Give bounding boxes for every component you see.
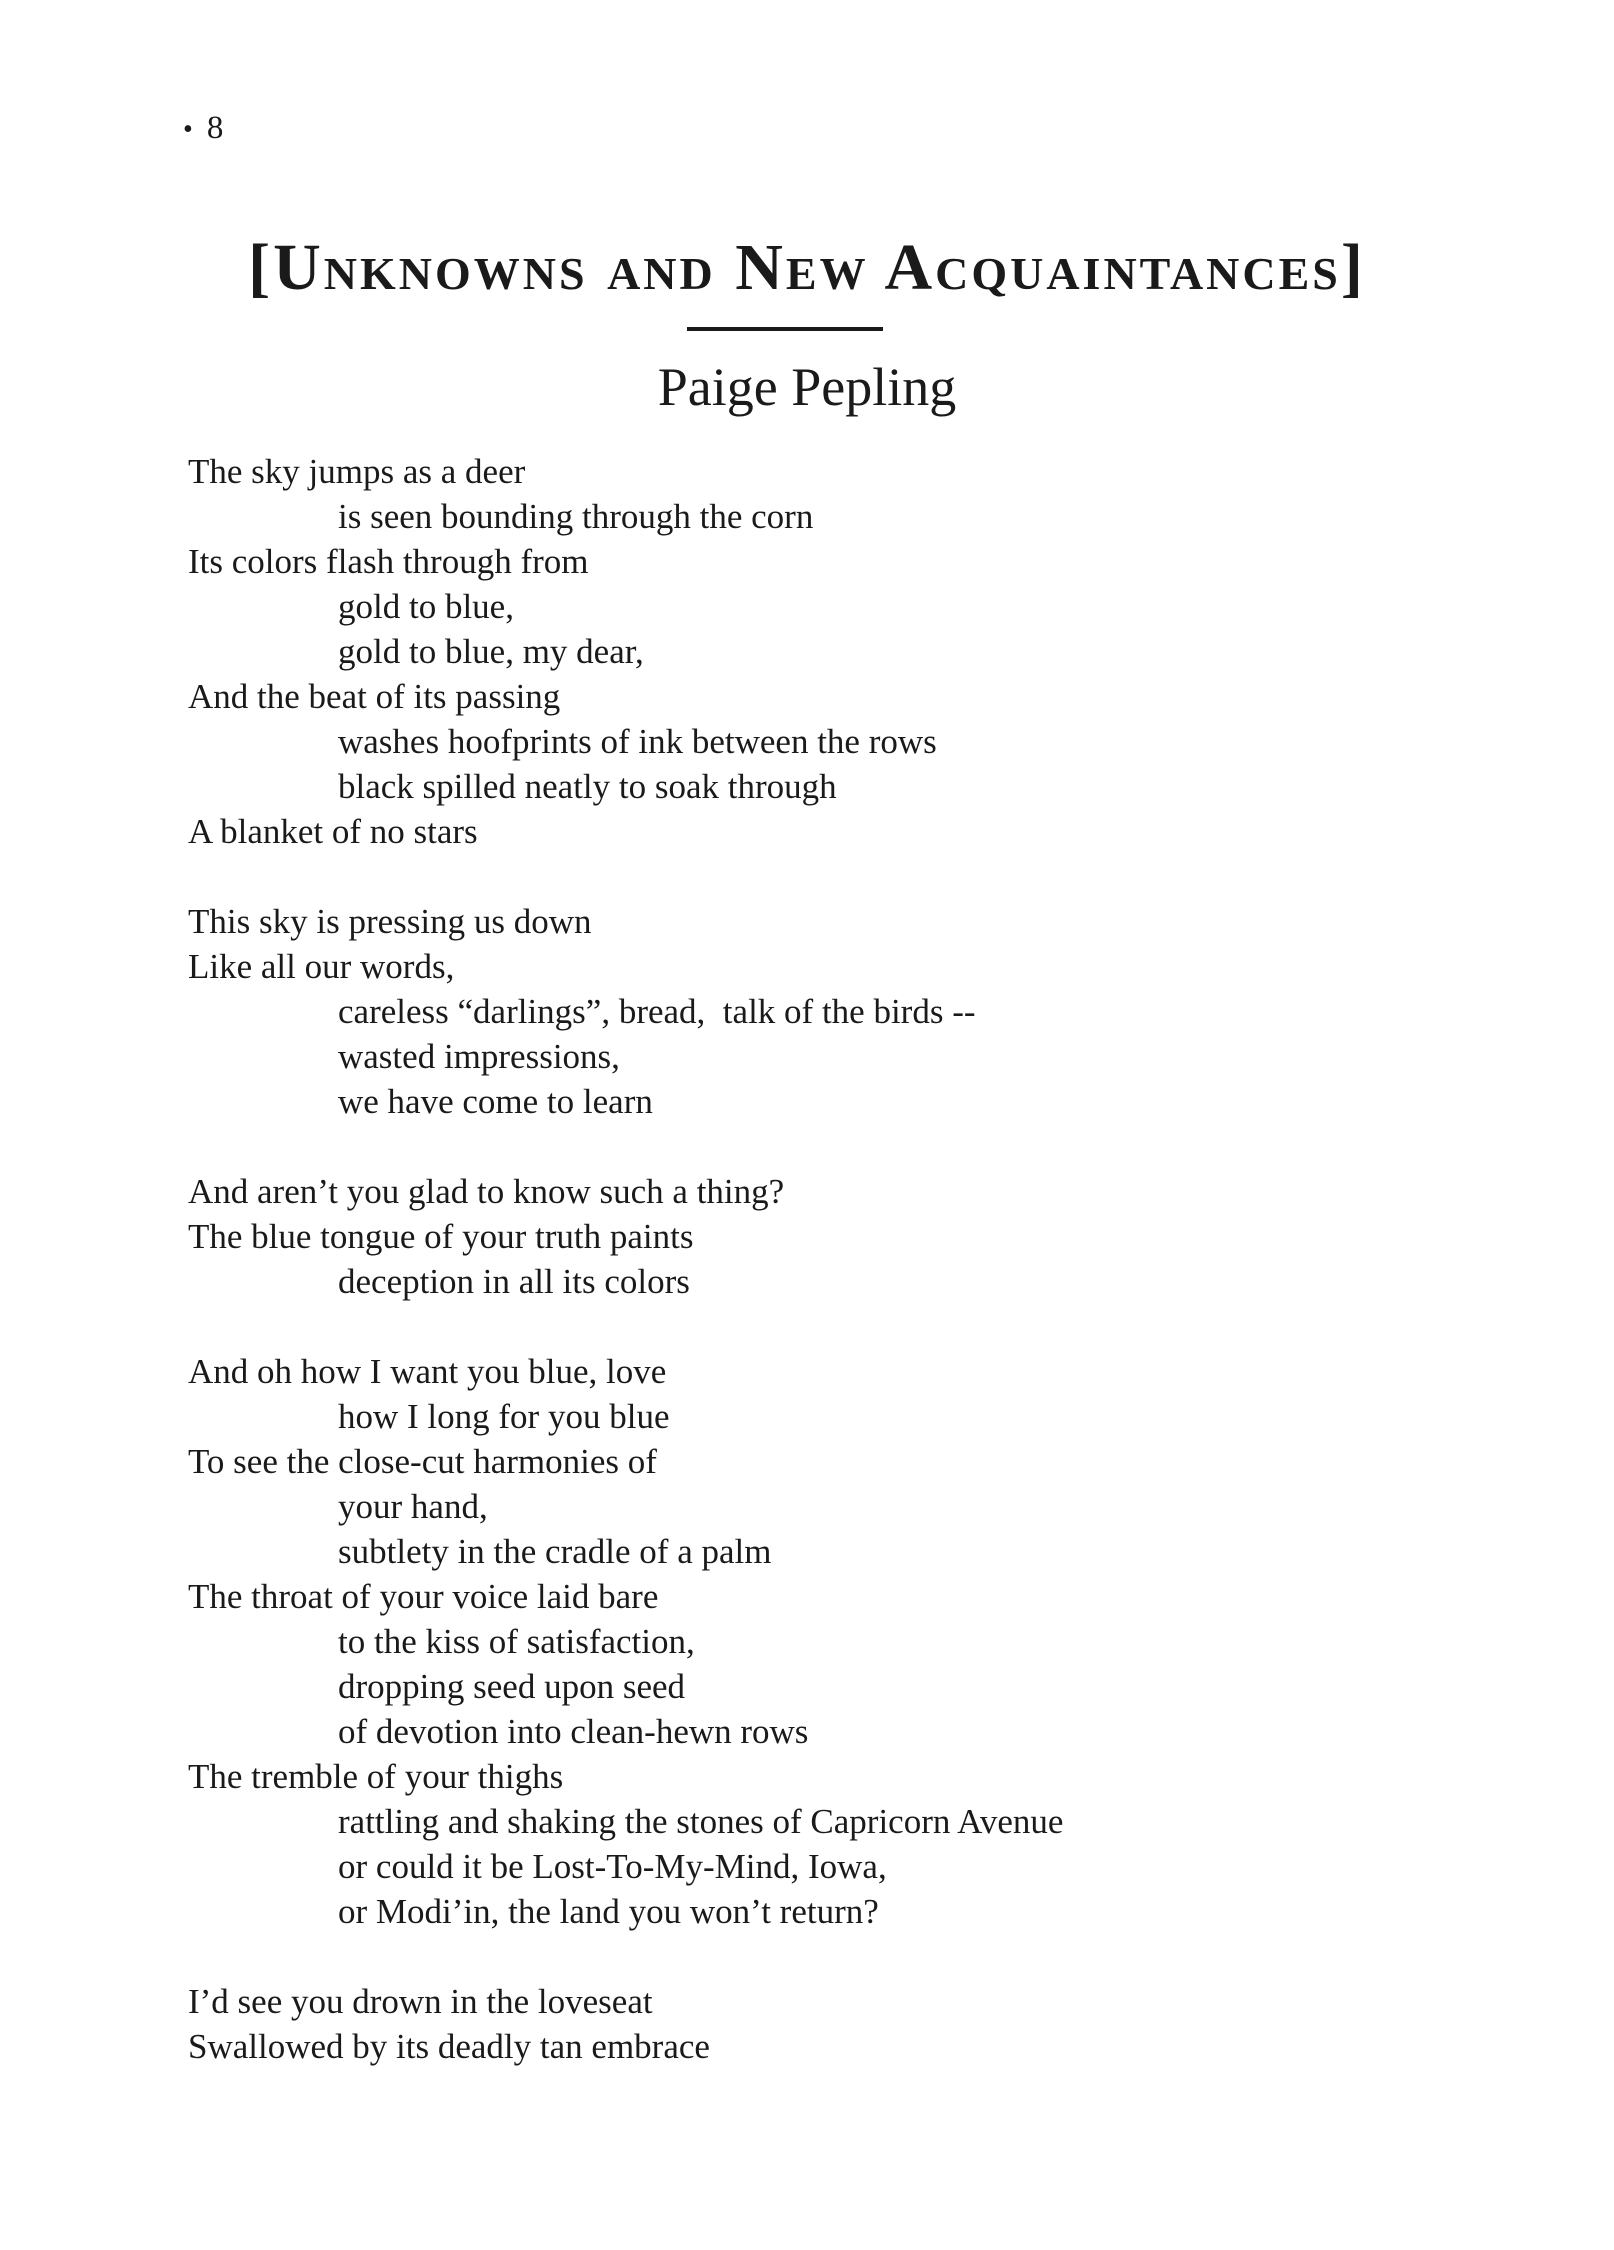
poem-line: how I long for you blue: [338, 1397, 670, 1436]
poem-line: I’d see you drown in the loveseat: [188, 1982, 653, 2021]
poem-line: we have come to learn: [338, 1082, 653, 1121]
poem-line: The blue tongue of your truth paints: [188, 1217, 694, 1256]
stanza: [188, 899, 1488, 1124]
stanza: [188, 1979, 1488, 2069]
poem-line: wasted impressions,: [338, 1037, 620, 1076]
poem-line: The tremble of your thighs: [188, 1757, 564, 1796]
poem-line: is seen bounding through the corn: [338, 497, 814, 536]
poem-line: And aren’t you glad to know such a thing?: [188, 1172, 785, 1211]
poem-line: washes hoofprints of ink between the rows: [338, 722, 937, 761]
poem-line: dropping seed upon seed: [338, 1667, 686, 1706]
poem-line: Its colors flash through from: [188, 542, 589, 581]
title-divider: [687, 327, 883, 331]
author-name: Paige Pepling: [657, 357, 957, 417]
poem-line: And the beat of its passing: [188, 677, 561, 716]
page-number: [183, 108, 223, 150]
section-title: [Unknowns and New Acquaintances]: [248, 231, 1366, 304]
stanza: [188, 1349, 1488, 1934]
poem-line: subtlety in the cradle of a palm: [338, 1532, 772, 1571]
poem-line: A blanket of no stars: [188, 812, 478, 851]
poem-line: careless “darlings”, bread, talk of the birds --: [338, 992, 976, 1031]
poem-line: Swallowed by its deadly tan embrace: [188, 2027, 710, 2066]
poem-line: To see the close-cut harmonies of: [188, 1442, 657, 1481]
poem-line: black spilled neatly to soak through: [338, 767, 837, 806]
stanza: [188, 1169, 1488, 1304]
poem-line: or Modi’in, the land you won’t return?: [338, 1892, 879, 1931]
poem-line: This sky is pressing us down: [188, 902, 592, 941]
poem-line: or could it be Lost-To-My-Mind, Iowa,: [338, 1847, 887, 1886]
poem-line: to the kiss of satisfaction,: [338, 1622, 695, 1661]
poem-line: gold to blue, my dear,: [338, 632, 644, 671]
poem-line: your hand,: [338, 1487, 488, 1526]
poem-line: The throat of your voice laid bare: [188, 1577, 659, 1616]
poem-line: The sky jumps as a deer: [188, 452, 526, 491]
poem-body: [188, 449, 1488, 2114]
poem-line: And oh how I want you blue, love: [188, 1352, 667, 1391]
stanza: [188, 449, 1488, 854]
page-number-value: 8: [206, 110, 224, 146]
poem-line: of devotion into clean-hewn rows: [338, 1712, 809, 1751]
bullet-icon: •: [183, 114, 193, 145]
poem-line: gold to blue,: [338, 587, 514, 626]
poem-line: deception in all its colors: [338, 1262, 690, 1301]
poem-line: Like all our words,: [188, 947, 455, 986]
poem-line: rattling and shaking the stones of Capricorn Avenue: [338, 1802, 1064, 1841]
